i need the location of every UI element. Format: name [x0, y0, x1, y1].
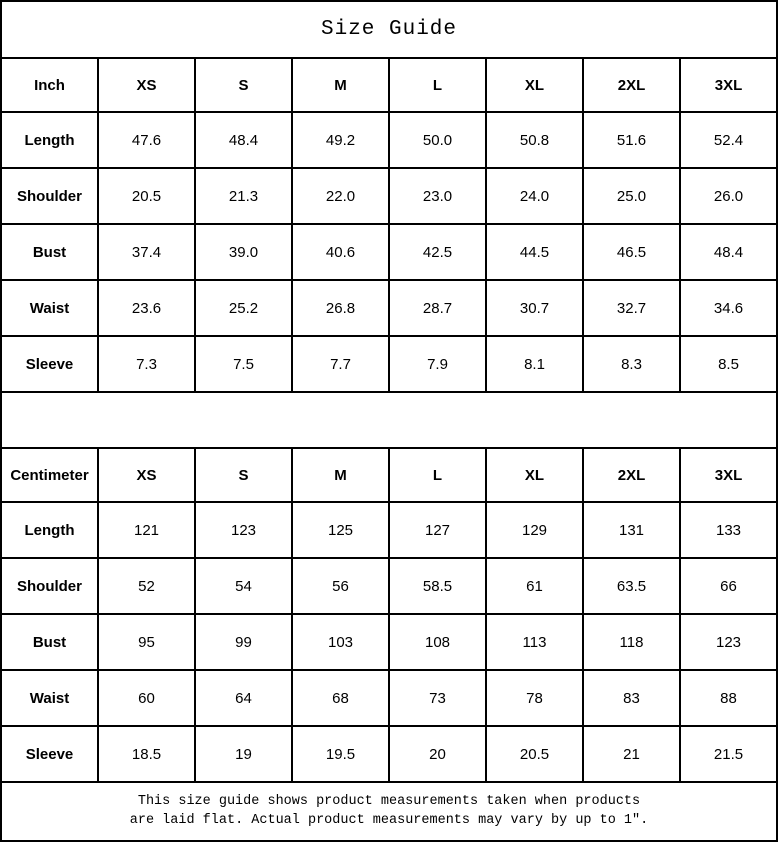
row-label-cell: Waist [2, 671, 97, 725]
measurement-cell: 73 [390, 671, 485, 725]
size-header-cell: XS [99, 59, 194, 111]
size-header-cell: XS [99, 449, 194, 501]
measurement-cell: 7.9 [390, 337, 485, 391]
measurement-cell: 113 [487, 615, 582, 669]
measurement-cell: 23.0 [390, 169, 485, 223]
size-header-cell: 3XL [681, 449, 776, 501]
row-label-cell: Bust [2, 225, 97, 279]
row-label-cell: Shoulder [2, 169, 97, 223]
row-label-cell: Bust [2, 615, 97, 669]
row-label-cell: Shoulder [2, 559, 97, 613]
measurement-cell: 123 [681, 615, 776, 669]
measurement-cell: 127 [390, 503, 485, 557]
measurement-cell: 8.3 [584, 337, 679, 391]
page-title: Size Guide [2, 2, 776, 57]
measurement-cell: 63.5 [584, 559, 679, 613]
measurement-cell: 108 [390, 615, 485, 669]
measurement-cell: 23.6 [99, 281, 194, 335]
measurement-cell: 125 [293, 503, 388, 557]
size-header-cell: XL [487, 449, 582, 501]
measurement-cell: 39.0 [196, 225, 291, 279]
row-label-cell: Length [2, 503, 97, 557]
measurement-cell: 7.5 [196, 337, 291, 391]
row-label-cell: Length [2, 113, 97, 167]
footnote-line-1: This size guide shows product measurements taken when products [137, 793, 641, 809]
measurement-cell: 20 [390, 727, 485, 781]
measurement-cell: 40.6 [293, 225, 388, 279]
measurement-cell: 61 [487, 559, 582, 613]
measurement-cell: 24.0 [487, 169, 582, 223]
size-header-cell: 3XL [681, 59, 776, 111]
measurement-cell: 121 [99, 503, 194, 557]
measurement-cell: 78 [487, 671, 582, 725]
size-header-cell: L [390, 59, 485, 111]
measurement-cell: 42.5 [390, 225, 485, 279]
unit-header-cell: Inch [2, 59, 97, 111]
size-header-cell: 2XL [584, 59, 679, 111]
unit-header-cell: Centimeter [2, 449, 97, 501]
measurement-cell: 26.0 [681, 169, 776, 223]
measurement-cell: 34.6 [681, 281, 776, 335]
measurement-cell: 48.4 [681, 225, 776, 279]
measurement-cell: 52.4 [681, 113, 776, 167]
measurement-cell: 8.1 [487, 337, 582, 391]
table-spacer [2, 393, 776, 447]
measurement-cell: 52 [99, 559, 194, 613]
measurement-cell: 51.6 [584, 113, 679, 167]
measurement-cell: 133 [681, 503, 776, 557]
measurement-cell: 50.0 [390, 113, 485, 167]
measurement-cell: 118 [584, 615, 679, 669]
measurement-cell: 32.7 [584, 281, 679, 335]
measurement-cell: 47.6 [99, 113, 194, 167]
size-header-cell: L [390, 449, 485, 501]
size-header-cell: S [196, 59, 291, 111]
measurement-cell: 7.7 [293, 337, 388, 391]
measurement-cell: 21.5 [681, 727, 776, 781]
measurement-cell: 21.3 [196, 169, 291, 223]
measurement-cell: 21 [584, 727, 679, 781]
measurement-cell: 46.5 [584, 225, 679, 279]
measurement-cell: 20.5 [99, 169, 194, 223]
measurement-cell: 44.5 [487, 225, 582, 279]
row-label-cell: Sleeve [2, 337, 97, 391]
measurement-cell: 60 [99, 671, 194, 725]
measurement-cell: 64 [196, 671, 291, 725]
measurement-cell: 103 [293, 615, 388, 669]
row-label-cell: Waist [2, 281, 97, 335]
measurement-cell: 25.0 [584, 169, 679, 223]
measurement-cell: 129 [487, 503, 582, 557]
size-header-cell: 2XL [584, 449, 679, 501]
measurement-cell: 19.5 [293, 727, 388, 781]
measurement-cell: 54 [196, 559, 291, 613]
measurement-cell: 18.5 [99, 727, 194, 781]
measurement-cell: 19 [196, 727, 291, 781]
measurement-cell: 88 [681, 671, 776, 725]
row-label-cell: Sleeve [2, 727, 97, 781]
measurement-cell: 48.4 [196, 113, 291, 167]
measurement-cell: 95 [99, 615, 194, 669]
measurement-cell: 66 [681, 559, 776, 613]
footnote [2, 783, 776, 840]
measurement-cell: 49.2 [293, 113, 388, 167]
measurement-cell: 68 [293, 671, 388, 725]
measurement-cell: 37.4 [99, 225, 194, 279]
measurement-cell: 131 [584, 503, 679, 557]
measurement-cell: 99 [196, 615, 291, 669]
size-header-cell: S [196, 449, 291, 501]
measurement-cell: 20.5 [487, 727, 582, 781]
measurement-cell: 28.7 [390, 281, 485, 335]
measurement-cell: 25.2 [196, 281, 291, 335]
size-header-cell: M [293, 59, 388, 111]
measurement-cell: 30.7 [487, 281, 582, 335]
measurement-cell: 123 [196, 503, 291, 557]
measurement-cell: 7.3 [99, 337, 194, 391]
measurement-cell: 58.5 [390, 559, 485, 613]
measurement-cell: 56 [293, 559, 388, 613]
footnote-line-2: are laid flat. Actual product measurements may vary by up to 1″. [129, 812, 649, 828]
measurement-cell: 22.0 [293, 169, 388, 223]
measurement-cell: 26.8 [293, 281, 388, 335]
measurement-cell: 50.8 [487, 113, 582, 167]
size-header-cell: M [293, 449, 388, 501]
size-header-cell: XL [487, 59, 582, 111]
measurement-cell: 8.5 [681, 337, 776, 391]
measurement-cell: 83 [584, 671, 679, 725]
